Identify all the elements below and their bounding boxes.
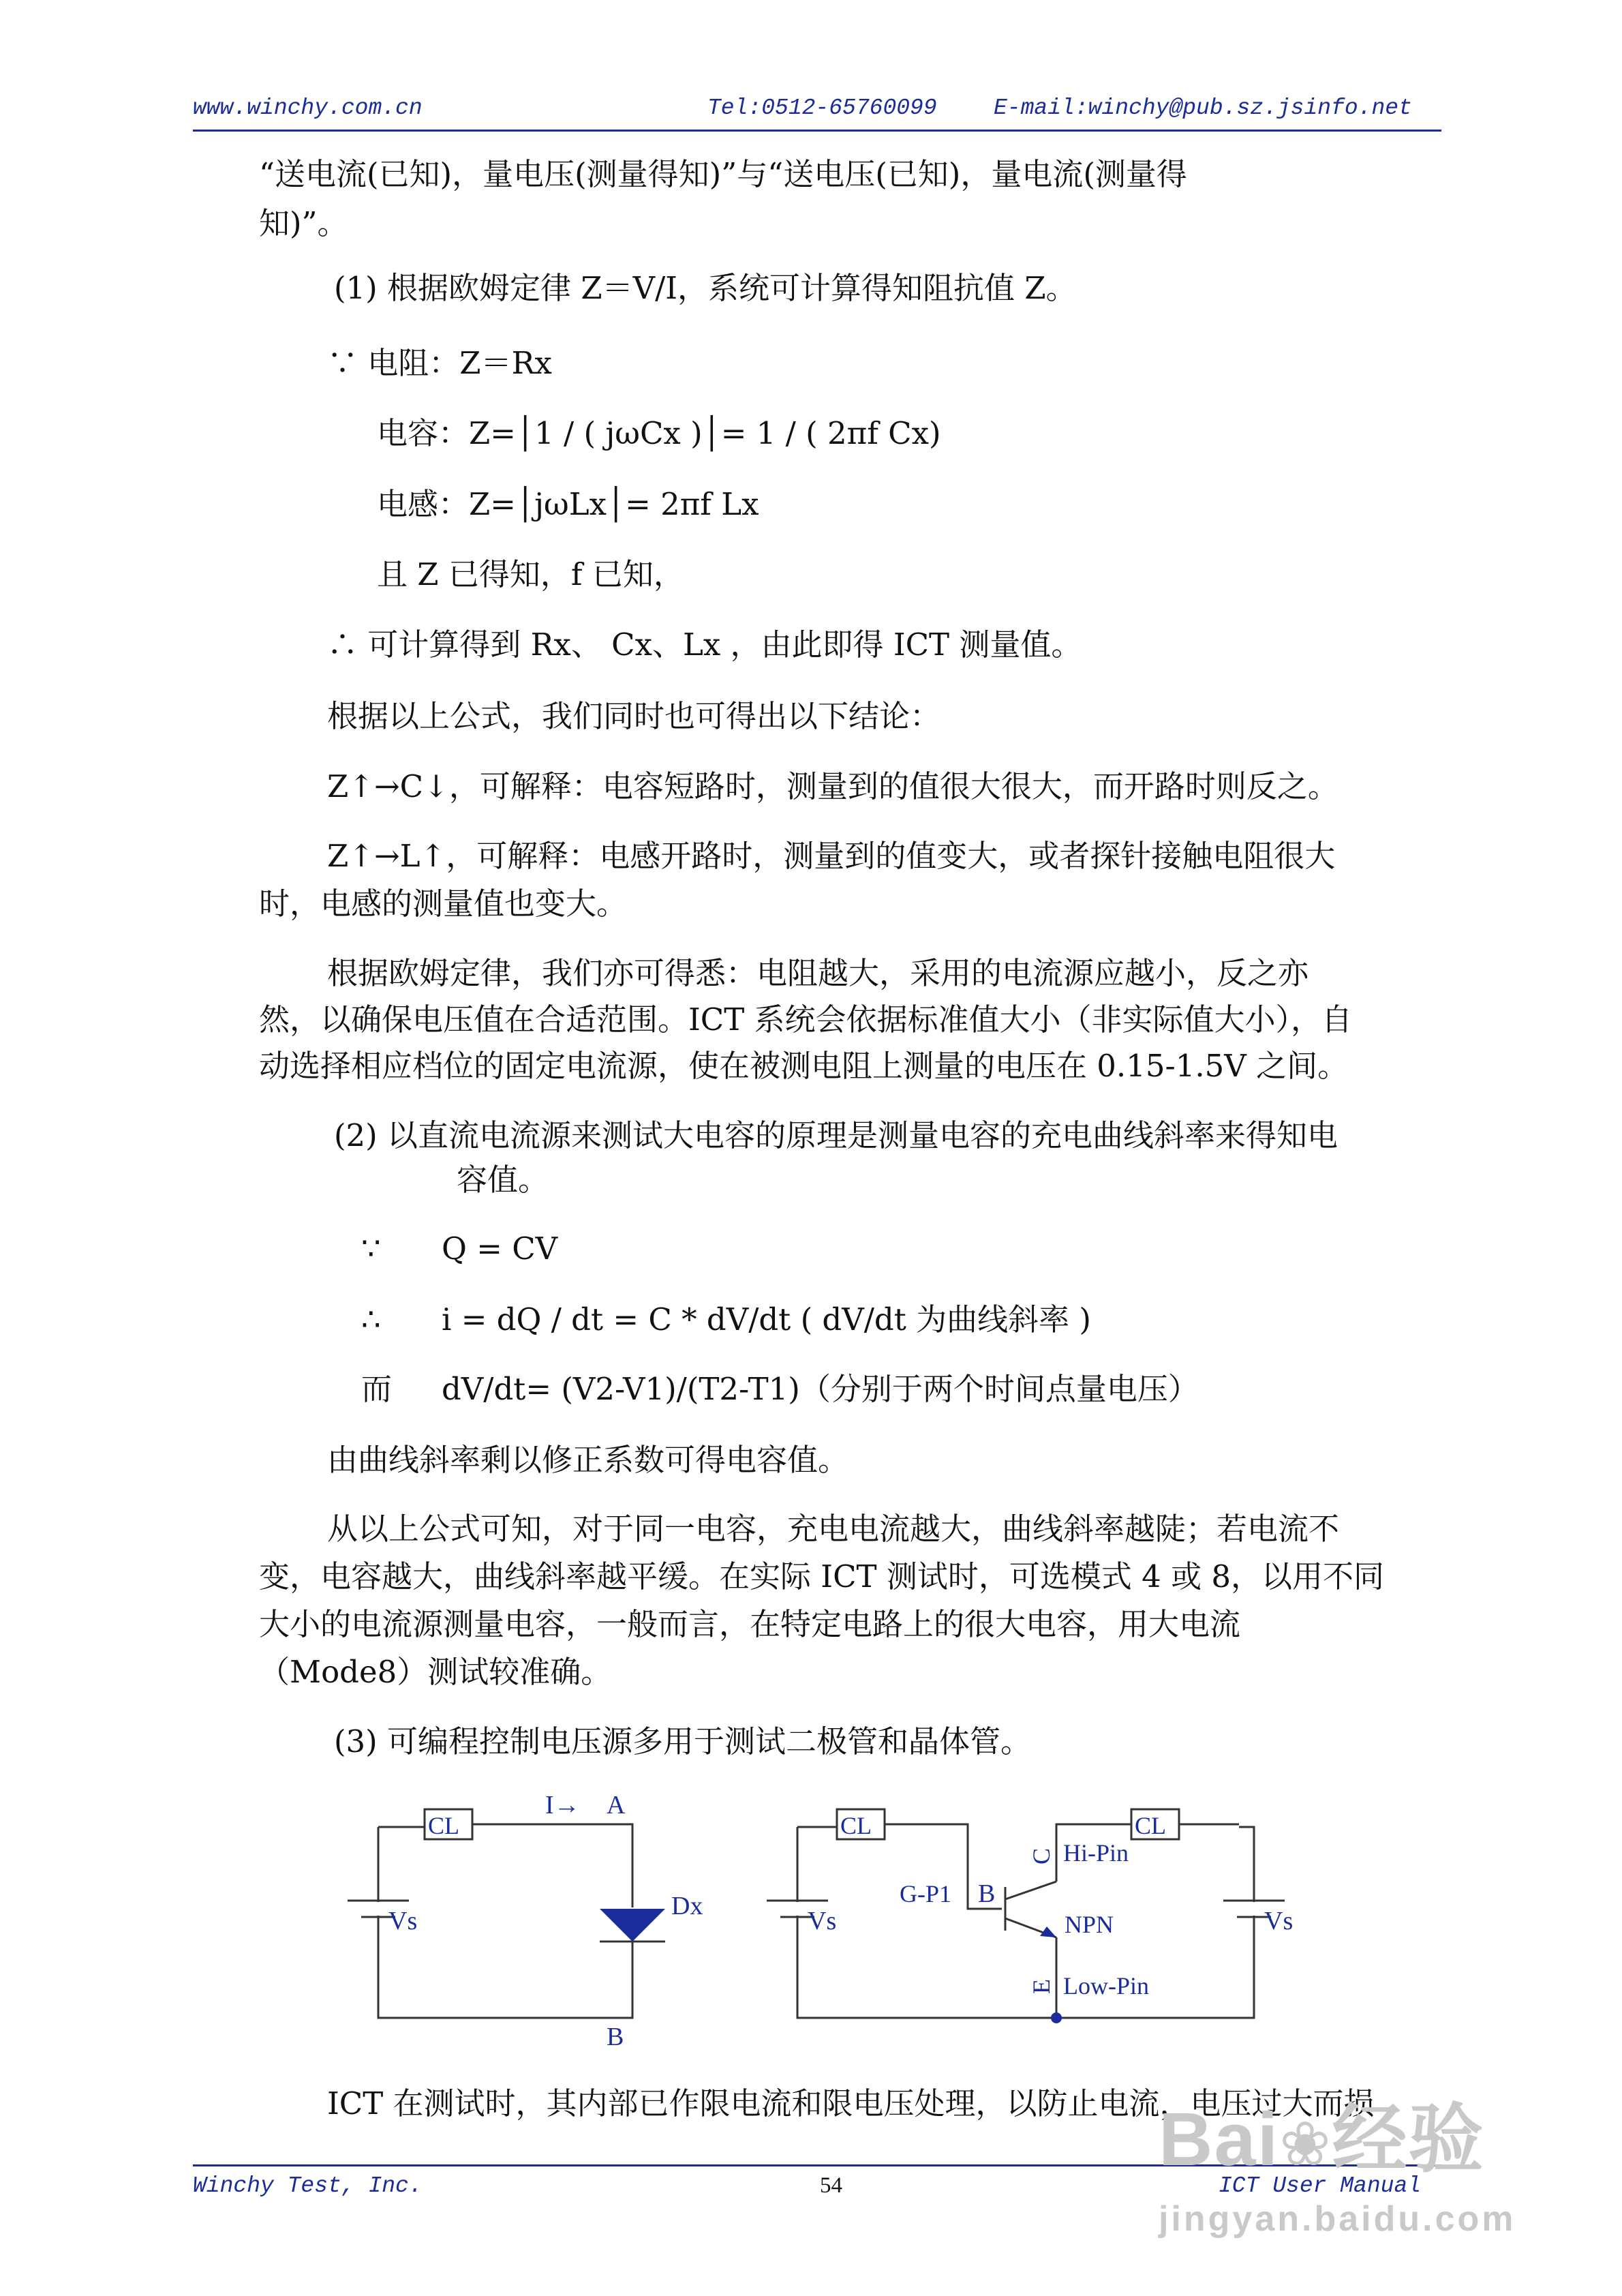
formula-therefore: ∴ 可计算得到 Rx、 Cx、Lx ，由此即得 ICT 测量值。 (327, 626, 1082, 663)
diode-icon (600, 1909, 665, 1942)
right-battery-right-gap (1253, 1902, 1256, 1916)
ohm-line-3: 动选择相应档位的固定电流源，使在被测电阻上测量的电压在 0.15-1.5V 之间。 (259, 1048, 1349, 1084)
intro-line-2: 知)”。 (259, 205, 348, 241)
footer-manual: ICT User Manual (1219, 2173, 1422, 2199)
ohm-line-2: 然，以确保电压值在合适范围。ICT 系统会依据标准值大小（非实际值大小），自 (259, 1001, 1353, 1038)
right-vs-right-label: Vs (1264, 1907, 1294, 1935)
current-line-4: （Mode8）测试较准确。 (259, 1654, 612, 1690)
conclusion-inductor-line-1: Z↑→L↑，可解释：电感开路时，测量到的值变大，或者探针接触电阻很大 (327, 838, 1336, 874)
npn-collector-leg (1005, 1882, 1056, 1899)
formula-current: i = dQ / dt = C * dV/dt ( dV/dt 为曲线斜率 ) (442, 1301, 1091, 1338)
current-arrow-label: I→ (545, 1791, 580, 1819)
page-number: 54 (820, 2173, 842, 2198)
header-website: www.winchy.com.cn (193, 95, 423, 121)
current-line-2: 变，电容越大，曲线斜率越平缓。在实际 ICT 测试时，可选模式 4 或 8，以用不同 (259, 1558, 1385, 1595)
formula-inductor: 电感：Z=│jωLx│= 2πf Lx (377, 486, 759, 522)
paragraph-1: (1) 根据欧姆定律 Z＝V/I，系统可计算得知阻抗值 Z。 (334, 270, 1077, 306)
right-cl-right-label: CL (1135, 1812, 1167, 1839)
and-symbol: 而 (361, 1371, 393, 1407)
intro-line-1: “送电流(已知)，量电压(测量得知)”与“送电压(已知)，量电流(测量得 (259, 156, 1187, 192)
right-vs-left-label: Vs (808, 1907, 837, 1935)
hi-pin-label: Hi-Pin (1063, 1839, 1129, 1867)
diode-dx-label: Dx (671, 1892, 703, 1920)
slope-conclusion: 由曲线斜率剩以修正系数可得电容值。 (327, 1442, 849, 1478)
because-symbol: ∵ (361, 1230, 381, 1267)
left-cl-label: CL (428, 1812, 460, 1839)
therefore-symbol: ∴ (361, 1301, 381, 1338)
collector-c-label: C (1028, 1847, 1055, 1864)
base-b-label: B (978, 1879, 996, 1908)
watermark-brand-text: Bai (1159, 2098, 1280, 2181)
watermark-paw-icon: ❀ (1279, 2111, 1332, 2179)
conclusion-capacitor: Z↑→C↓，可解释：电容短路时，测量到的值很大很大，而开路时则反之。 (327, 768, 1338, 804)
formula-resistor: ∵ 电阻：Z＝Rx (327, 345, 552, 381)
current-line-1: 从以上公式可知，对于同一电容，充电电流越大，曲线斜率越陡；若电流不 (327, 1511, 1340, 1547)
npn-label: NPN (1065, 1911, 1114, 1938)
paragraph-2-line-2: 容值。 (457, 1162, 549, 1198)
formula-known: 且 Z 已得知，f 已知， (377, 556, 684, 592)
left-battery-gap (377, 1902, 380, 1916)
right-battery-left-gap (796, 1902, 799, 1916)
watermark-brand (1159, 2079, 1485, 2187)
paragraph-2-line-1: (2) 以直流电流源来测试大电容的原理是测量电容的充电曲线斜率来得知电 (334, 1117, 1338, 1153)
left-vs-label: Vs (388, 1907, 418, 1935)
right-circuit-wire-loop (797, 1827, 1254, 2018)
paragraph-3: (3) 可编程控制电压源多用于测试二极管和晶体管。 (334, 1723, 1032, 1759)
emitter-e-label: E (1028, 1979, 1055, 1994)
conclusion-inductor-line-2: 时，电感的测量值也变大。 (259, 886, 628, 922)
last-line: ICT 在测试时，其内部已作限电流和限电压处理，以防止电流，电压过大而损 (327, 2085, 1375, 2121)
header-tel: Tel:0512-65760099 (707, 95, 937, 121)
left-circuit-wire-top (472, 1824, 632, 1907)
junction-dot-icon (1051, 2012, 1062, 2023)
right-cl-left-label: CL (840, 1812, 872, 1839)
node-a-label: A (607, 1791, 626, 1819)
ohm-line-1: 根据欧姆定律，我们亦可得悉：电阻越大，采用的电流源应越小，反之亦 (327, 955, 1309, 991)
formula-charge: Q = CV (442, 1230, 558, 1267)
footer-company: Winchy Test, Inc. (193, 2173, 423, 2199)
node-b-label: B (607, 2023, 624, 2051)
low-pin-label: Low-Pin (1063, 1972, 1149, 1999)
header-email: E-mail:winchy@pub.sz.jsinfo.net (994, 95, 1412, 121)
conclusion-intro: 根据以上公式，我们同时也可得出以下结论： (327, 698, 941, 734)
gp1-label: G-P1 (900, 1880, 952, 1907)
watermark-brand-tail: 经验 (1332, 2096, 1485, 2183)
watermark-url: jingyan.baidu.com (1159, 2199, 1516, 2239)
formula-slope: dV/dt= (V2-V1)/(T2-T1)（分别于两个时间点量电压） (442, 1371, 1199, 1407)
formula-capacitor: 电容：Z=│1 / ( jωCx )│= 1 / ( 2πf Cx) (377, 415, 941, 451)
current-line-3: 大小的电流源测量电容，一般而言，在特定电路上的很大电容，用大电流 (259, 1606, 1241, 1642)
